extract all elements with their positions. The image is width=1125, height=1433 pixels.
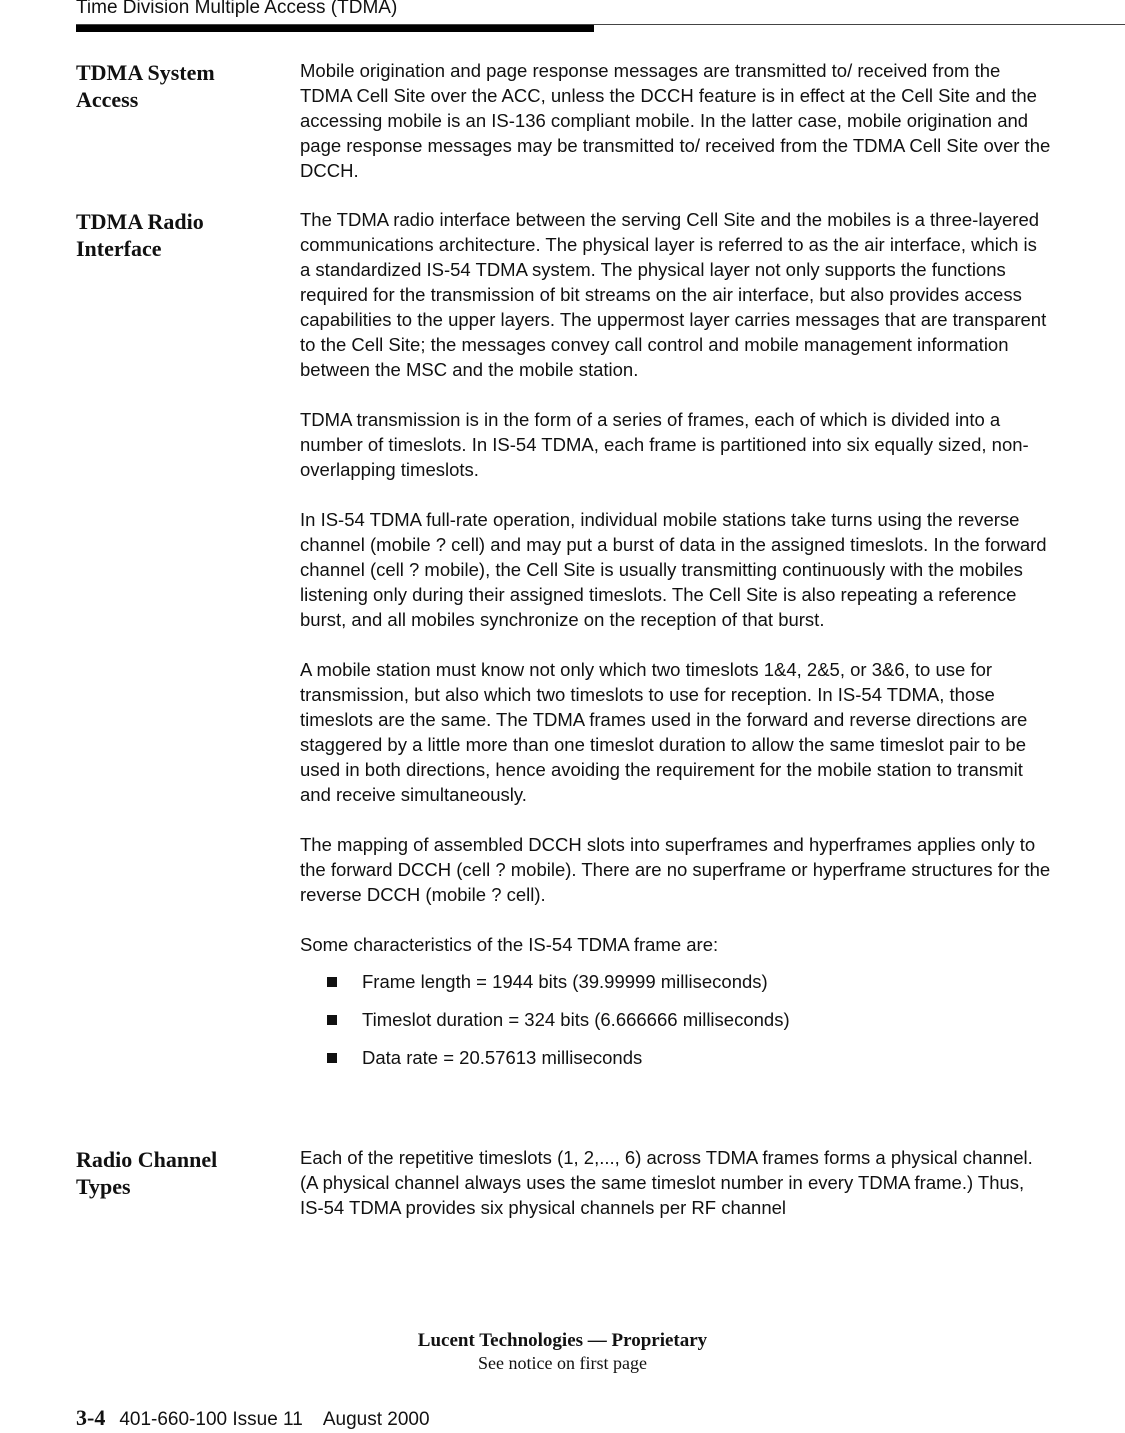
body-paragraph: The TDMA radio interface between the serving Cell Site and the mobiles is a three-layered communications architecture. The physical layer is referred to as the air interface, which is a standardized IS-54 TDMA system. The physical layer not only supports the functions required for the transmission of bit streams on the air interface, but also provides access capabilities to the upper layers. The uppermost layer carries messages that are transparent to the Cell Site; the messages convey call control and mobile management information between the MSC and the mobile station.	[300, 209, 1047, 380]
list-item	[300, 1007, 1052, 1032]
section-title-tdma-system-access	[76, 59, 281, 113]
body-paragraph: A mobile station must know not only which two timeslots 1&4, 2&5, or 3&6, to use for transmission, but also which two timeslots to use for reception. In IS-54 TDMA, those timeslots are the same. The TDMA frames used in the forward and reverse directions are staggered by a little more than one timeslot duration to allow the same timeslot pair to be used in both directions, hence avoiding the requirement for the mobile station to transmit and receive simultaneously.	[300, 659, 1028, 805]
running-header-title: Time Division Multiple Access (TDMA)	[76, 0, 398, 18]
body-paragraph: Each of the repetitive timeslots (1, 2,..., 6) across TDMA frames forms a physical channel. (A physical channel always uses the same timeslot number in every TDMA frame.) Thus, IS-54 TDMA provides six physical channels per RF channel	[300, 1147, 1033, 1218]
section-title-line: TDMA System	[76, 60, 215, 85]
body-paragraph: TDMA transmission is in the form of a series of frames, each of which is divided into a number of timeslots. In IS-54 TDMA, each frame is partitioned into six equally sized, non-overlapping timeslots.	[300, 409, 1029, 480]
section-body-tdma-system-access	[300, 58, 1052, 183]
page-number: 3-4	[76, 1405, 106, 1430]
body-paragraph: Some characteristics of the IS-54 TDMA frame are:	[300, 934, 719, 955]
proprietary-notice: Lucent Technologies — Proprietary	[417, 1330, 708, 1351]
page-footer	[76, 1405, 430, 1433]
section-title-line: Interface	[76, 236, 162, 261]
list-item	[300, 969, 1052, 994]
square-bullet-icon	[327, 977, 337, 987]
section-title-line: Radio Channel	[76, 1147, 218, 1172]
frame-characteristics-list	[300, 969, 1052, 1070]
header-thick-bar	[76, 25, 594, 32]
section-body-radio-channel-types	[300, 1145, 1052, 1220]
section-body-tdma-radio-interface	[300, 207, 1052, 1083]
section-title-radio-channel-types	[76, 1146, 281, 1200]
section-title-line: Access	[76, 87, 139, 112]
list-item-text: Timeslot duration = 324 bits (6.666666 milliseconds)	[362, 1009, 790, 1030]
section-title-tdma-radio-interface	[76, 208, 281, 262]
square-bullet-icon	[327, 1015, 337, 1025]
see-notice-text: See notice on first page	[478, 1353, 647, 1373]
list-item	[300, 1045, 1052, 1070]
body-paragraph: The mapping of assembled DCCH slots into superframes and hyperframes applies only to the forward DCCH (cell ? mobile). There are no superframe or hyperframe structures for the reverse DCCH (mobile ? cell).	[300, 834, 1051, 905]
list-item-text: Data rate = 20.57613 milliseconds	[362, 1047, 643, 1068]
section-title-line: Types	[76, 1174, 131, 1199]
document-info: 401-660-100 Issue 11 August 2000	[119, 1409, 430, 1430]
list-item-text: Frame length = 1944 bits (39.99999 milliseconds)	[362, 971, 768, 992]
square-bullet-icon	[327, 1053, 337, 1063]
section-title-line: TDMA Radio	[76, 209, 204, 234]
body-paragraph: In IS-54 TDMA full-rate operation, individual mobile stations take turns using the reverse channel (mobile ? cell) and may put a burst of data in the assigned timeslots. In the forward channel (cell ? mobile), the Cell Site is usually transmitting continuously with the mobiles listening only during their assigned timeslots. The Cell Site is also repeating a reference burst, and all mobiles synchronize on the reception of that burst.	[300, 509, 1047, 630]
body-paragraph: Mobile origination and page response messages are transmitted to/ received from the TDMA Cell Site over the ACC, unless the DCCH feature is in effect at the Cell Site and the accessing mobile is an IS-136 compliant mobile. In the latter case, mobile origination and page response messages may be transmitted to/ received from the TDMA Cell Site over the DCCH.	[300, 60, 1051, 181]
